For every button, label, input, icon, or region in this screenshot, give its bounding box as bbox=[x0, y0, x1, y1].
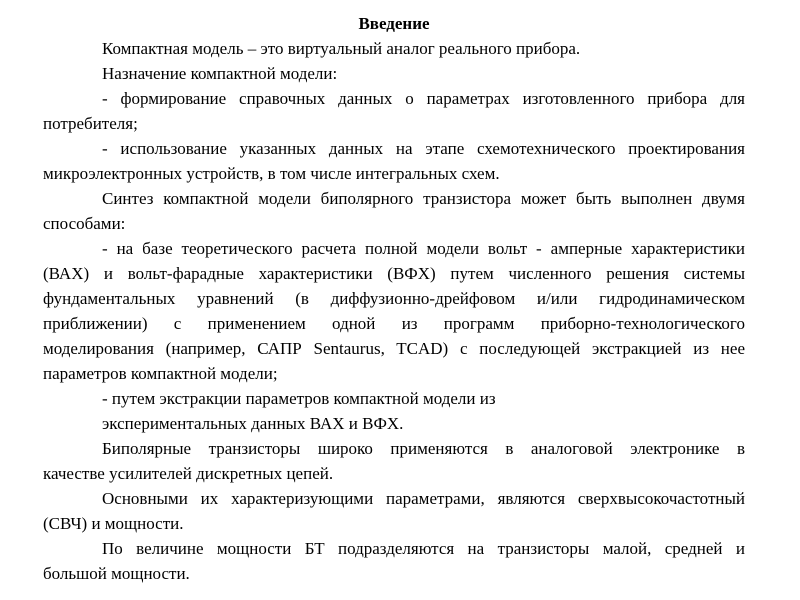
text-line: микроэлектронных устройств, в том числе интегральных схем. bbox=[43, 164, 500, 183]
text-line: моделирования (например, САПР Sentaurus, TCAD) с последующей экстракцией из нее bbox=[43, 339, 745, 358]
text-line: качестве усилителей дискретных цепей. bbox=[43, 464, 334, 483]
text-line: - на базе теоретического расчета полной модели вольт - амперные характеристики bbox=[102, 239, 745, 258]
text-line: (СВЧ) и мощности. bbox=[43, 514, 184, 533]
text-line: - формирование справочных данных о параметрах изготовленного прибора для bbox=[102, 89, 745, 108]
text-line: большой мощности. bbox=[43, 564, 190, 583]
document-title: Введение bbox=[358, 14, 430, 33]
text-line: фундаментальных уравнений (в диффузионно-дрейфовом и/или гидродинамическом bbox=[43, 289, 745, 308]
text-line: потребителя; bbox=[43, 114, 138, 133]
text-line: Основными их характеризующими параметрами, являются сверхвысокочастотный bbox=[102, 489, 745, 508]
text-line: Синтез компактной модели биполярного транзистора может быть выполнен двумя bbox=[102, 189, 745, 208]
text-line: приближении) с применением одной из программ приборно-технологического bbox=[43, 314, 745, 333]
text-line: Биполярные транзисторы широко применяются в аналоговой электронике в bbox=[102, 439, 745, 458]
text-line: - использование указанных данных на этапе схемотехнического проектирования bbox=[102, 139, 745, 158]
text-line: Назначение компактной модели: bbox=[102, 64, 338, 83]
text-line: - путем экстракции параметров компактной модели из bbox=[102, 389, 496, 408]
text-line: экспериментальных данных ВАХ и ВФХ. bbox=[102, 414, 404, 433]
text-line: Компактная модель – это виртуальный аналог реального прибора. bbox=[102, 39, 581, 58]
text-line: способами: bbox=[43, 214, 126, 233]
text-line: По величине мощности БТ подразделяются на транзисторы малой, средней и bbox=[102, 539, 745, 558]
text-line: (ВАХ) и вольт-фарадные характеристики (ВФХ) путем численного решения системы bbox=[43, 264, 745, 283]
text-line: параметров компактной модели; bbox=[43, 364, 278, 383]
